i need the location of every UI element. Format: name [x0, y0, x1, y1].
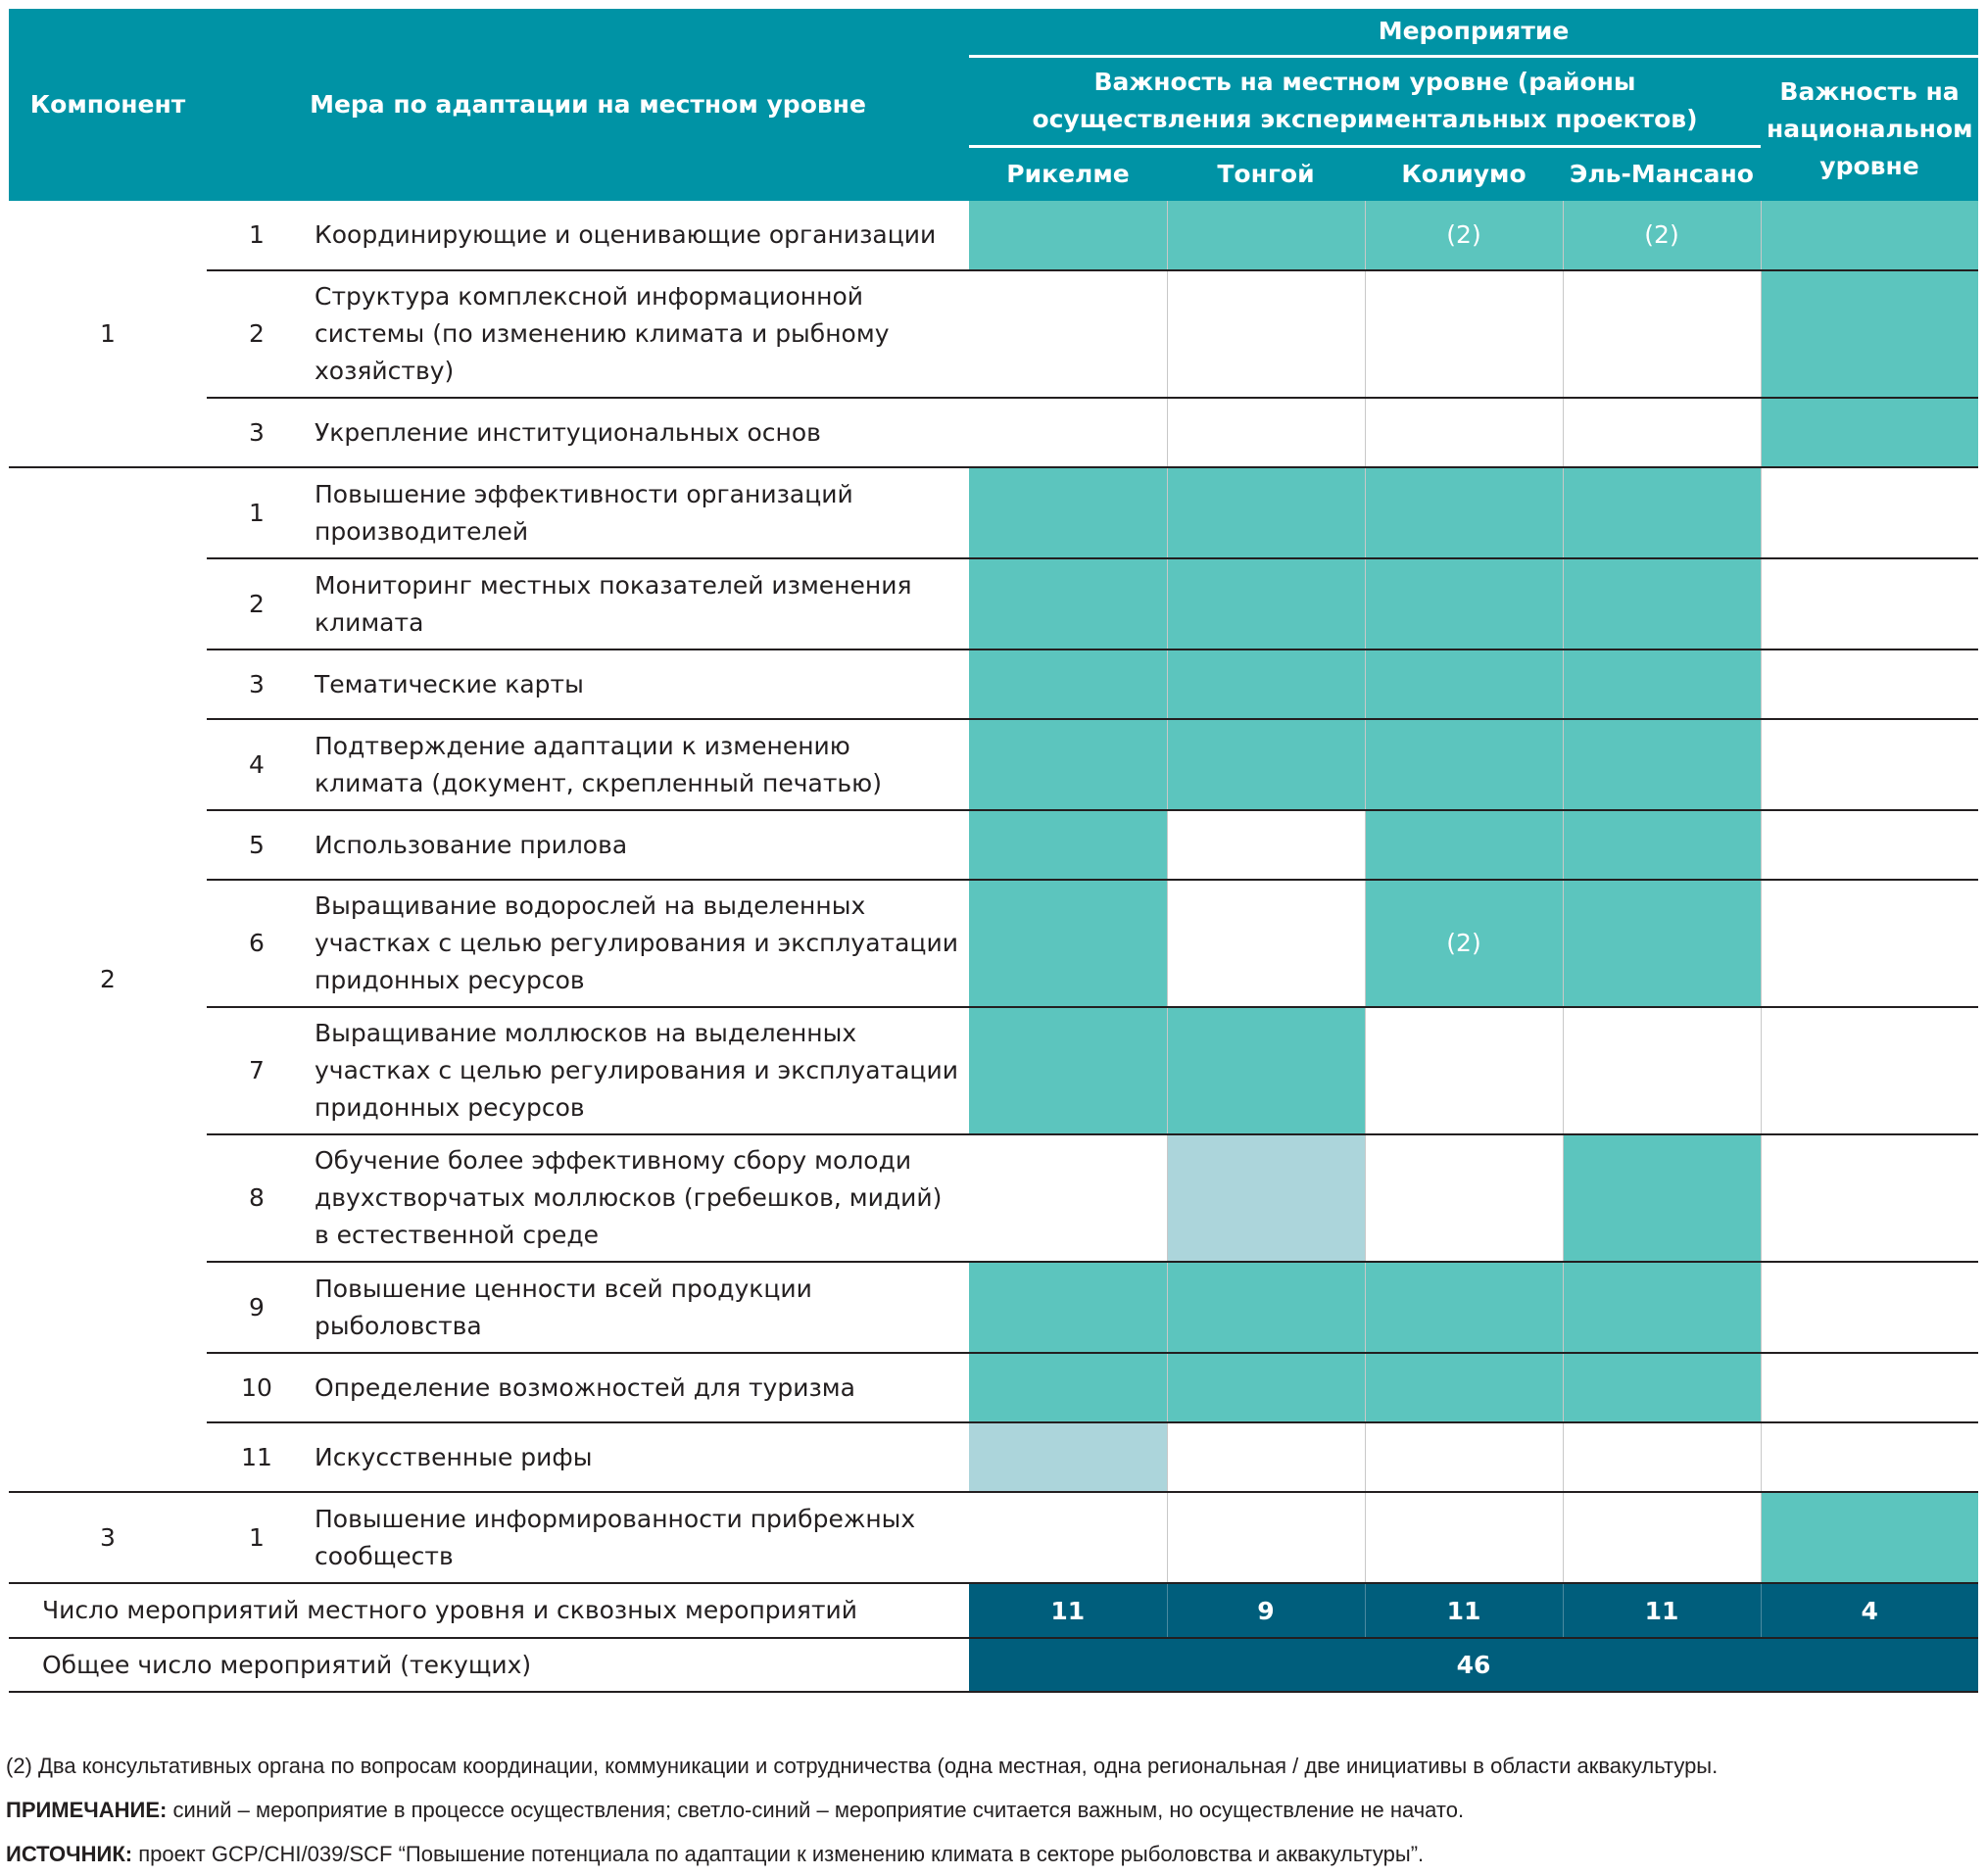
measure-text: Использование прилова: [307, 810, 969, 880]
local-total-value: 9: [1167, 1583, 1365, 1638]
site-cell: [1365, 1353, 1563, 1422]
site-cell: [1365, 558, 1563, 649]
header-national-importance: Важность на национальном уровне: [1761, 56, 1978, 201]
national-cell: [1761, 1353, 1978, 1422]
measure-number: 9: [207, 1262, 307, 1353]
national-cell: [1761, 1492, 1978, 1583]
site-cell: [1563, 1492, 1761, 1583]
measure-text: Выращивание моллюсков на выделенных участках с целью регулирования и эксплуатации придонных ресурсов: [307, 1007, 969, 1134]
table-row: [9, 270, 1978, 398]
site-cell: [969, 398, 1167, 467]
site-cell: [969, 1262, 1167, 1353]
site-cell: [1167, 719, 1365, 810]
site-cell: [1365, 649, 1563, 719]
header-local-importance: Важность на местном уровне (районы осуществления экспериментальных проектов): [969, 56, 1761, 146]
site-cell: [1563, 649, 1761, 719]
site-cell: [1563, 1007, 1761, 1134]
site-cell: [1563, 467, 1761, 558]
measure-number: 10: [207, 1353, 307, 1422]
site-cell: (2): [1365, 880, 1563, 1007]
measure-text: Координирующие и оценивающие организации: [307, 201, 969, 270]
national-cell: [1761, 1007, 1978, 1134]
site-cell: [1563, 1353, 1761, 1422]
measure-number: 7: [207, 1007, 307, 1134]
site-cell: [969, 467, 1167, 558]
site-cell: [1167, 880, 1365, 1007]
table-row: [9, 810, 1978, 880]
table-row: [9, 719, 1978, 810]
site-cell: [1563, 270, 1761, 398]
table-row: [9, 1353, 1978, 1422]
measure-number: 1: [207, 467, 307, 558]
site-cell: [1365, 1007, 1563, 1134]
site-cell: [1167, 1134, 1365, 1262]
site-cell: [1167, 1262, 1365, 1353]
site-cell: [1167, 810, 1365, 880]
table-row: [9, 1262, 1978, 1353]
site-cell: [969, 270, 1167, 398]
table-header: [9, 9, 1978, 201]
source-line: [6, 1832, 1975, 1876]
measure-text: Структура комплексной информационной системы (по изменению климата и рыбному хозяйству): [307, 270, 969, 398]
site-cell: [1365, 810, 1563, 880]
site-cell: [969, 1353, 1167, 1422]
site-cell: [1563, 880, 1761, 1007]
site-cell: [1167, 467, 1365, 558]
national-cell: [1761, 880, 1978, 1007]
site-cell: [969, 201, 1167, 270]
national-cell: [1761, 270, 1978, 398]
national-cell: [1761, 398, 1978, 467]
site-cell: [1365, 1422, 1563, 1492]
measure-text: Укрепление институциональных основ: [307, 398, 969, 467]
note-text: синий – мероприятие в процессе осуществления; светло-синий – мероприятие считается важным, но осуществление не начато.: [167, 1798, 1465, 1822]
header-site: Колиумо: [1365, 146, 1563, 201]
table-row: [9, 467, 1978, 558]
note-label: ПРИМЕЧАНИЕ:: [6, 1798, 168, 1822]
site-cell: [969, 719, 1167, 810]
table-row: [9, 201, 1978, 270]
national-cell: [1761, 201, 1978, 270]
site-cell: [1167, 649, 1365, 719]
local-total-value: 11: [1365, 1583, 1563, 1638]
site-cell: [1167, 1422, 1365, 1492]
table-body: [9, 201, 1978, 1583]
header-component: Компонент: [9, 9, 207, 201]
national-cell: [1761, 1134, 1978, 1262]
measure-number: 1: [207, 201, 307, 270]
measure-number: 8: [207, 1134, 307, 1262]
adaptation-measures-table: [9, 9, 1978, 1693]
header-site: Тонгой: [1167, 146, 1365, 201]
local-total-value: 11: [1563, 1583, 1761, 1638]
table-row: [9, 558, 1978, 649]
table-row: [9, 1422, 1978, 1492]
site-cell: [969, 1007, 1167, 1134]
national-total-value: 4: [1761, 1583, 1978, 1638]
site-cell: (2): [1365, 201, 1563, 270]
component-id: 1: [9, 201, 207, 467]
national-cell: [1761, 649, 1978, 719]
measure-text: Повышение информированности прибрежных сообществ: [307, 1492, 969, 1583]
measure-text: Обучение более эффективному сбору молоди двухстворчатых моллюсков (гребешков, мидий) в естественной среде: [307, 1134, 969, 1262]
table-notes: [6, 1744, 1975, 1876]
measure-number: 2: [207, 270, 307, 398]
national-cell: [1761, 558, 1978, 649]
national-cell: [1761, 1422, 1978, 1492]
header-measure: Мера по адаптации на местном уровне: [207, 9, 969, 201]
site-cell: [1563, 1134, 1761, 1262]
table-totals: [9, 1583, 1978, 1692]
component-id: 2: [9, 467, 207, 1492]
site-cell: [1167, 558, 1365, 649]
site-cell: [969, 1134, 1167, 1262]
table-row: [9, 1007, 1978, 1134]
measure-number: 4: [207, 719, 307, 810]
overall-total-value: 46: [969, 1638, 1978, 1692]
measure-text: Подтверждение адаптации к изменению климата (документ, скрепленный печатью): [307, 719, 969, 810]
measure-number: 1: [207, 1492, 307, 1583]
measure-text: Мониторинг местных показателей изменения климата: [307, 558, 969, 649]
national-cell: [1761, 467, 1978, 558]
national-cell: [1761, 719, 1978, 810]
table-row: [9, 880, 1978, 1007]
site-cell: [969, 880, 1167, 1007]
measure-text: Повышение эффективности организаций производителей: [307, 467, 969, 558]
site-cell: [1167, 201, 1365, 270]
site-cell: [969, 649, 1167, 719]
site-cell: [1167, 1007, 1365, 1134]
source-text: проект GCP/CHI/039/SCF “Повышение потенциала по адаптации к изменению климата в секторе рыболовства и аквакультуры”.: [132, 1842, 1425, 1866]
measure-number: 11: [207, 1422, 307, 1492]
site-cell: [1167, 398, 1365, 467]
site-cell: [1365, 467, 1563, 558]
site-cell: [1365, 1262, 1563, 1353]
measure-number: 6: [207, 880, 307, 1007]
site-cell: [1365, 719, 1563, 810]
local-total-label: Число мероприятий местного уровня и сквозных мероприятий: [9, 1583, 969, 1638]
national-cell: [1761, 810, 1978, 880]
measure-text: Тематические карты: [307, 649, 969, 719]
site-cell: [1563, 558, 1761, 649]
footnote: (2) Два консультативных органа по вопросам координации, коммуникации и сотрудничества (одна местная, одна региональная / две инициативы в области аквакультуры.: [6, 1754, 1719, 1778]
overall-total-label: Общее число мероприятий (текущих): [9, 1638, 969, 1692]
measure-text: Повышение ценности всей продукции рыболовства: [307, 1262, 969, 1353]
site-cell: [969, 1492, 1167, 1583]
table-row: [9, 1492, 1978, 1583]
table-row: [9, 1134, 1978, 1262]
header-activity: Мероприятие: [969, 9, 1978, 56]
header-site: Эль-Мансано: [1563, 146, 1761, 201]
note-line: [6, 1788, 1975, 1832]
table-row: [9, 398, 1978, 467]
table-row: [9, 649, 1978, 719]
component-id: 3: [9, 1492, 207, 1583]
site-cell: [1167, 1492, 1365, 1583]
measure-text: Искусственные рифы: [307, 1422, 969, 1492]
site-cell: (2): [1563, 201, 1761, 270]
measure-number: 5: [207, 810, 307, 880]
site-cell: [1365, 270, 1563, 398]
site-cell: [1563, 719, 1761, 810]
site-cell: [969, 810, 1167, 880]
measure-text: Выращивание водорослей на выделенных участках с целью регулирования и эксплуатации придонных ресурсов: [307, 880, 969, 1007]
site-cell: [1563, 810, 1761, 880]
site-cell: [969, 558, 1167, 649]
measure-number: 2: [207, 558, 307, 649]
local-total-value: 11: [969, 1583, 1167, 1638]
measure-number: 3: [207, 398, 307, 467]
site-cell: [969, 1422, 1167, 1492]
site-cell: [1563, 1262, 1761, 1353]
site-cell: [1167, 270, 1365, 398]
national-cell: [1761, 1262, 1978, 1353]
site-cell: [1365, 1492, 1563, 1583]
site-cell: [1563, 1422, 1761, 1492]
measure-number: 3: [207, 649, 307, 719]
site-cell: [1563, 398, 1761, 467]
measure-text: Определение возможностей для туризма: [307, 1353, 969, 1422]
source-label: ИСТОЧНИК:: [6, 1842, 133, 1866]
site-cell: [1167, 1353, 1365, 1422]
site-cell: [1365, 398, 1563, 467]
site-cell: [1365, 1134, 1563, 1262]
header-site: Рикелме: [969, 146, 1167, 201]
